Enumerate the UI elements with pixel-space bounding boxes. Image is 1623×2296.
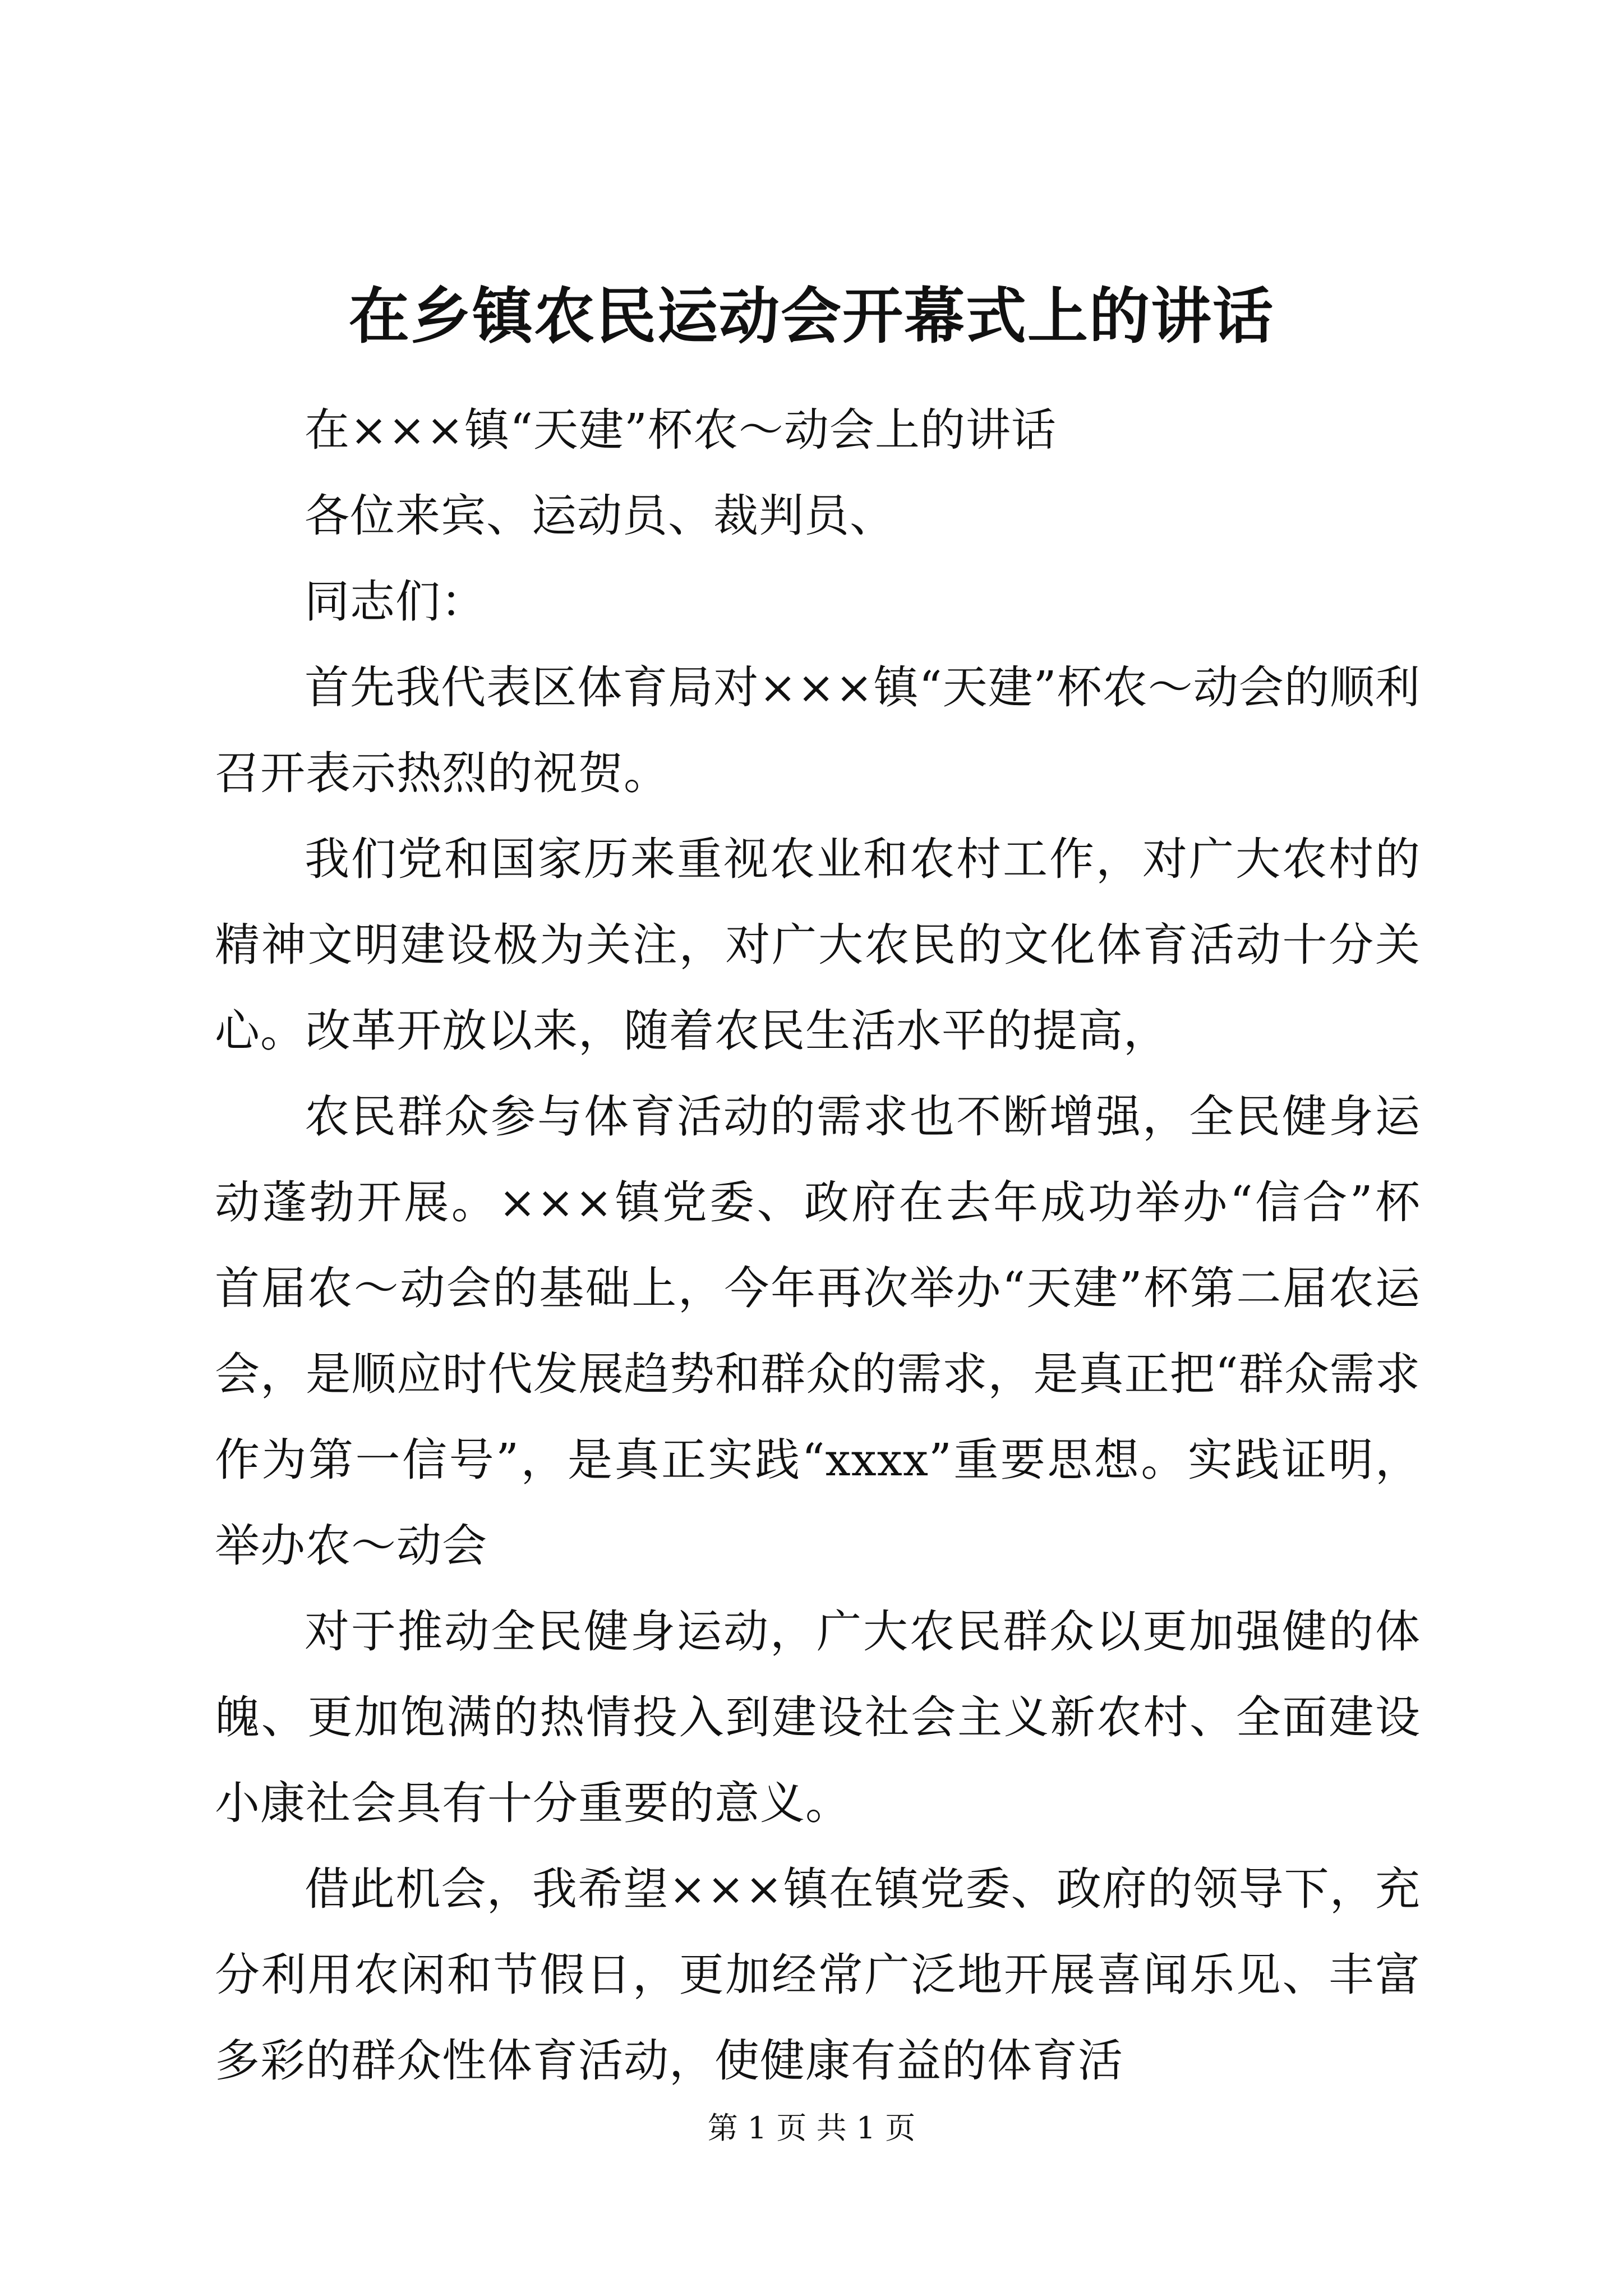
document-body [215, 387, 1421, 2104]
paragraph-subtitle: 在×××镇“天建”杯农～动会上的讲话 [305, 404, 1057, 456]
document-title: 在乡镇农民运动会开幕式上的讲话 [348, 281, 1274, 352]
paragraph-salutation-comrades: 同志们： [305, 576, 486, 628]
paragraph-hope: 借此机会，我希望×××镇在镇党委、政府的领导下，充分利用农闲和节假日，更加经常广泛地开展喜闻乐见、丰富多彩的群众性体育活动，使健康有益的体育活 [215, 1863, 1421, 2087]
paragraph-development: 农民群众参与体育活动的需求也不断增强，全民健身运动蓬勃开展。×××镇党委、政府在去年成功举办“信合”杯首届农～动会的基础上，今年再次举办“天建”杯第二届农运会，是顺应时代发展趋势和群众的需求，是真正把“群众需求作为第一信号”，是真正实践“xxxx”重要思想。实践证明，举办农～动会 [215, 1091, 1421, 1572]
paragraph-congratulations: 首先我代表区体育局对×××镇“天建”杯农～动会的顺利召开表示热烈的祝贺。 [215, 661, 1421, 799]
paragraph-significance: 对于推动全民健身运动，广大农民群众以更加强健的体魄、更加饱满的热情投入到建设社会主义新农村、全面建设小康社会具有十分重要的意义。 [215, 1605, 1421, 1829]
paragraph-background: 我们党和国家历来重视农业和农村工作，对广大农村的精神文明建设极为关注，对广大农民的文化体育活动十分关心。改革开放以来，随着农民生活水平的提高， [215, 833, 1421, 1057]
paragraph-salutation-guests: 各位来宾、运动员、裁判员、 [305, 490, 895, 542]
page-number-footer: 第 1 页 共 1 页 [707, 2110, 916, 2146]
